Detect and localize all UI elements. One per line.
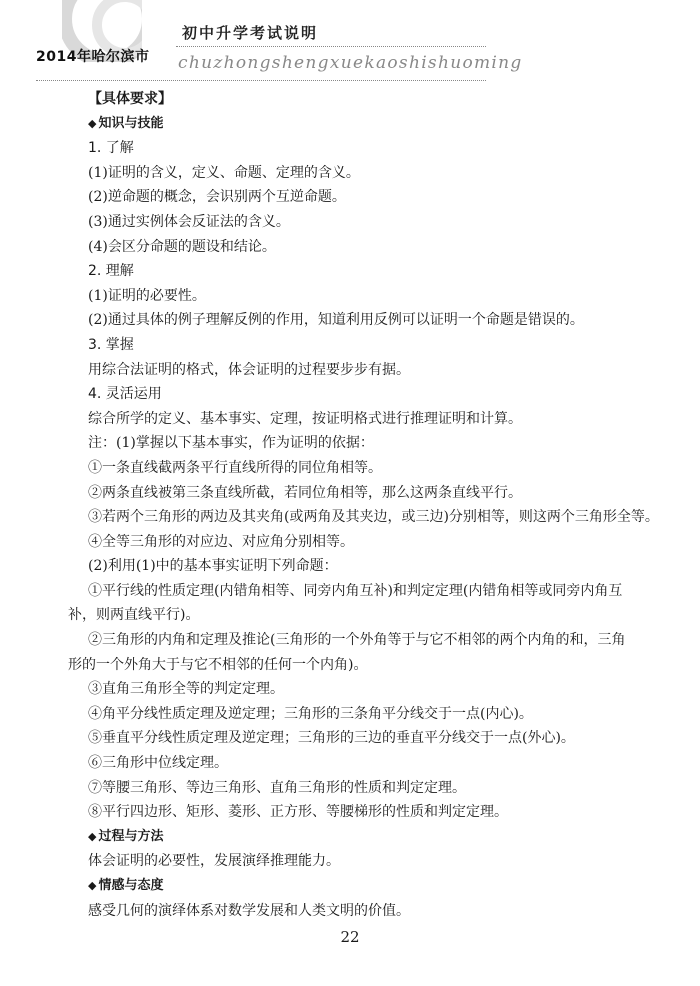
proposition-item: ⑥三角形中位线定理。	[88, 755, 228, 772]
proposition-item: ①平行线的性质定理(内错角相等、同旁内角互补)和判定定理(内错角相等或同旁内角互	[88, 582, 623, 599]
paragraph: 用综合法证明的格式，体会证明的过程要步步有据。	[88, 361, 410, 378]
note-intro: 注：(1)掌握以下基本事实，作为证明的依据：	[88, 435, 374, 452]
header-city-year: 2014年哈尔滨市	[36, 49, 150, 65]
list-item: (4)会区分命题的题设和结论。	[88, 238, 276, 255]
header-divider-bottom	[36, 80, 486, 81]
list-item: (2)逆命题的概念，会识别两个互逆命题。	[88, 189, 346, 206]
page-number: 22	[340, 928, 360, 946]
proposition-item-continued: 形的一个外角大于与它不相邻的任何一个内角)。	[68, 656, 368, 673]
diamond-icon: ◆	[88, 829, 97, 843]
diamond-icon: ◆	[88, 116, 97, 130]
requirements-heading: 【具体要求】	[88, 91, 172, 107]
list-item: (3)通过实例体会反证法的含义。	[88, 213, 290, 230]
proposition-item-continued: 补，则两直线平行)。	[68, 607, 200, 624]
diamond-icon: ◆	[88, 879, 97, 892]
subsection-master: 3. 掌握	[88, 336, 134, 353]
header-pinyin: chuzhongshengxuekaoshishuoming	[178, 53, 523, 73]
proposition-item: ③直角三角形全等的判定定理。	[88, 681, 284, 698]
paragraph: 感受几何的演绎体系对数学发展和人类文明的价值。	[88, 902, 410, 919]
section-process-method: ◆ 过程与方法	[88, 828, 164, 844]
section-emotion-attitude: ◆ 情感与态度	[88, 878, 164, 893]
subsection-understand: 1. 了解	[88, 140, 134, 157]
paragraph: 体会证明的必要性，发展演绎推理能力。	[88, 853, 340, 870]
fact-item: ①一条直线截两条平行直线所得的同位角相等。	[88, 459, 382, 476]
proposition-item: ②三角形的内角和定理及推论(三角形的一个外角等于与它不相邻的两个内角的和，三角	[88, 632, 626, 649]
subsection-comprehend: 2. 理解	[88, 263, 134, 280]
header-divider	[176, 46, 486, 47]
paragraph: 综合所学的定义、基本事实、定理，按证明格式进行推理证明和计算。	[88, 410, 522, 427]
page-content	[68, 87, 659, 923]
subsection-apply: 4. 灵活运用	[88, 386, 162, 403]
list-item: (1)证明的含义，定义、命题、定理的含义。	[88, 164, 360, 181]
fact-item: ②两条直线被第三条直线所截，若同位角相等，那么这两条直线平行。	[88, 484, 522, 501]
list-item: (1)证明的必要性。	[88, 287, 206, 304]
fact-item: ④全等三角形的对应边、对应角分别相等。	[88, 533, 354, 550]
section-knowledge-skills: ◆ 知识与技能	[88, 115, 164, 131]
fact-item: ③若两个三角形的两边及其夹角(或两角及其夹边，或三边)分别相等，则这两个三角形全等。	[88, 509, 659, 526]
proposition-item: ⑧平行四边形、矩形、菱形、正方形、等腰梯形的性质和判定定理。	[88, 804, 508, 821]
proposition-item: ④角平分线性质定理及逆定理；三角形的三条角平分线交于一点(内心)。	[88, 705, 533, 722]
proposition-item: ⑤垂直平分线性质定理及逆定理；三角形的三边的垂直平分线交于一点(外心)。	[88, 730, 575, 747]
list-item: (2)通过具体的例子理解反例的作用，知道利用反例可以证明一个命题是错误的。	[88, 312, 584, 329]
prove-intro: (2)利用(1)中的基本事实证明下列命题：	[88, 558, 338, 575]
proposition-item: ⑦等腰三角形、等边三角形、直角三角形的性质和判定定理。	[88, 779, 466, 796]
header-title: 初中升学考试说明	[182, 24, 319, 42]
